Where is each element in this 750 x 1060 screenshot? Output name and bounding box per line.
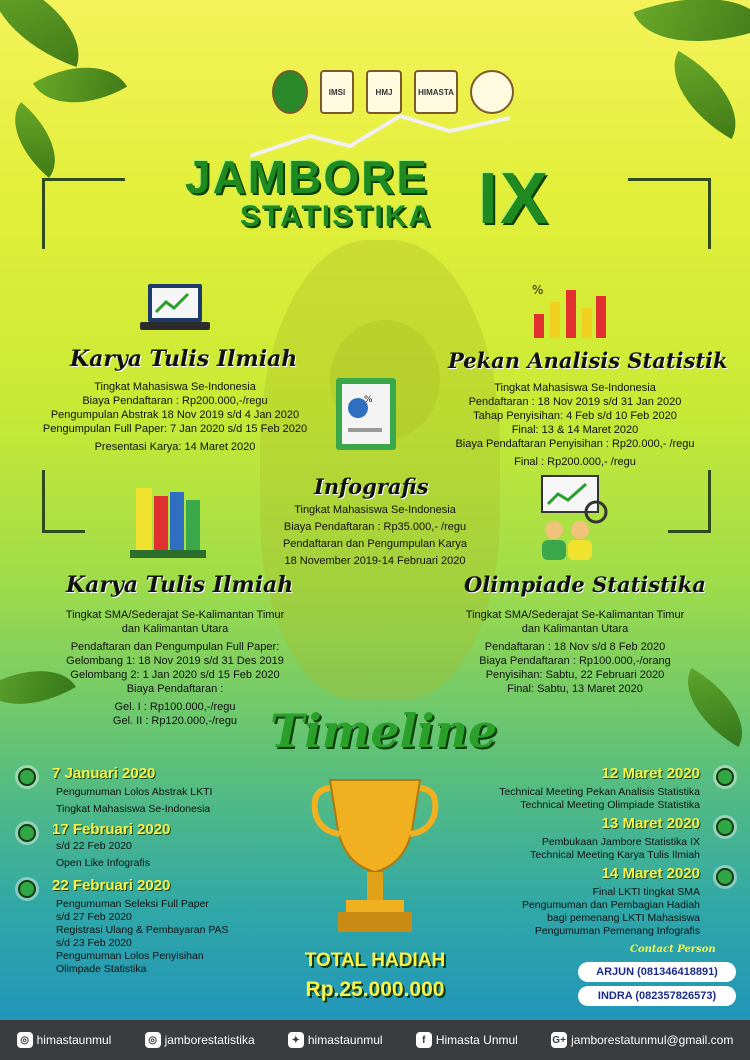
twitter-icon: ✦ — [288, 1032, 304, 1048]
timeline-line: s/d 23 Feb 2020 — [56, 937, 132, 949]
laptop-chart-icon — [140, 282, 210, 340]
frame-line — [628, 178, 711, 249]
detail-line: 18 November 2019-14 Februari 2020 — [284, 555, 466, 567]
timeline-line: Final LKTI tingkat SMA — [592, 886, 700, 898]
detail-line: Pendaftaran dan Pengumpulan Karya — [282, 538, 468, 550]
timeline-date: 22 Februari 2020 — [52, 877, 171, 894]
detail-line: Biaya Pendaftaran : Rp200.000,-/regu — [82, 395, 268, 407]
leaf-decoration — [33, 43, 127, 126]
timeline-date: 7 Januari 2020 — [52, 765, 156, 782]
detail-line: Pendaftaran : 18 Nov 2019 s/d 31 Jan 2020 — [468, 396, 682, 408]
timeline-text — [522, 886, 700, 938]
detail-line: Final : Rp200.000,- /regu — [514, 456, 636, 468]
detail-line: Gel. II : Rp120.000,-/regu — [112, 715, 238, 727]
contact-person: ARJUN (081346418891) — [578, 962, 736, 982]
timeline-text — [56, 840, 150, 870]
detail-line: Tingkat SMA/Sederajat Se-Kalimantan Timur — [465, 609, 685, 621]
timeline-line: bagi pemenang LKTI Mahasiswa — [547, 912, 700, 924]
detail-line: Pengumpulan Abstrak 18 Nov 2019 s/d 4 Jan 2020 — [50, 409, 300, 421]
timeline-dot — [18, 880, 36, 898]
social-handle: himastaunmul — [36, 1033, 112, 1047]
social-handle: himastaunmul — [307, 1033, 383, 1047]
detail-line: Biaya Pendaftaran : Rp100.000,-/orang — [479, 655, 671, 667]
detail-line: Tahap Penyisihan: 4 Feb s/d 10 Feb 2020 — [473, 410, 677, 422]
instagram-icon: ◎ — [145, 1032, 161, 1048]
timeline-dot — [716, 768, 734, 786]
timeline-date: 12 Maret 2020 — [601, 765, 700, 782]
prize-label: TOTAL HADIAH — [304, 950, 446, 971]
contact-title: Contact Person — [630, 944, 716, 955]
bar-chart-icon — [528, 280, 608, 340]
olimpiade-title: Olimpiade Statistika — [464, 572, 706, 597]
instagram-icon: ◎ — [17, 1032, 33, 1048]
logo-hmj: HMJ — [366, 70, 402, 114]
google-plus-icon: G+ — [551, 1032, 567, 1048]
detail-line: Tingkat Mahasiswa Se-Indonesia — [94, 381, 256, 393]
social-link[interactable] — [288, 1032, 383, 1048]
olimpiade-details — [430, 608, 720, 696]
timeline-line: Tingkat Mahasiswa Se-Indonesia — [56, 803, 211, 815]
frame-line — [42, 178, 125, 249]
timeline-line: Pengumuman Seleksi Full Paper — [56, 898, 209, 910]
timeline-line: Technical Meeting Pekan Analisis Statistika — [499, 786, 700, 798]
timeline-dot — [716, 868, 734, 886]
title-statistika: STATISTIKA — [240, 200, 433, 233]
logo-himasta: HIMASTA — [414, 70, 458, 114]
kti-mahasiswa-details — [30, 380, 320, 454]
social-handle: Himasta Unmul — [435, 1033, 518, 1047]
social-link[interactable] — [145, 1032, 255, 1048]
title-numeral: IX — [478, 159, 551, 239]
document-chart-icon — [334, 376, 398, 452]
detail-line: Penyisihan: Sabtu, 22 Februari 2020 — [485, 669, 665, 681]
contact-person: INDRA (082357826573) — [578, 986, 736, 1006]
timeline-dot — [18, 768, 36, 786]
kti-sma-title: Karya Tulis Ilmiah — [66, 572, 294, 598]
detail-line: Gelombang 2: 1 Jan 2020 s/d 15 Feb 2020 — [70, 669, 280, 681]
trophy-icon — [310, 772, 440, 942]
title-jambore: JAMBORE — [185, 151, 430, 203]
infografis-details — [240, 503, 510, 568]
detail-line: Biaya Pendaftaran : — [126, 683, 224, 695]
timeline-line: Registrasi Ulang & Pembayaran PAS — [56, 924, 229, 936]
svg-text:%: % — [364, 395, 373, 405]
timeline-line: Pengumuman Lolos Abstrak LKTI — [56, 786, 213, 798]
detail-line: Tingkat Mahasiswa Se-Indonesia — [494, 382, 656, 394]
detail-line: Pendaftaran dan Pengumpulan Full Paper: — [70, 641, 280, 653]
detail-line: Tingkat Mahasiswa Se-Indonesia — [294, 504, 456, 516]
frame-line — [42, 470, 85, 533]
detail-line: Presentasi Karya: 14 Maret 2020 — [94, 441, 256, 453]
timeline-title: Timeline — [270, 704, 498, 758]
timeline-line: Pembukaan Jambore Statistika IX — [541, 836, 700, 848]
timeline-date: 13 Maret 2020 — [601, 815, 700, 832]
detail-line: dan Kalimantan Utara — [121, 623, 229, 635]
pas-title: Pekan Analisis Statistik — [448, 348, 728, 373]
timeline-line: Technical Meeting Olimpiade Statistika — [520, 799, 700, 811]
timeline-line: Pengumuman dan Pembagian Hadiah — [521, 899, 700, 911]
timeline-line: Olimpade Statistika — [56, 963, 147, 975]
timeline-line: Technical Meeting Karya Tulis Ilmiah — [530, 849, 700, 861]
detail-line: Tingkat SMA/Sederajat Se-Kalimantan Timur — [65, 609, 285, 621]
social-handle: jamborestatistika — [164, 1033, 255, 1047]
detail-line: Pengumpulan Full Paper: 7 Jan 2020 s/d 15 Feb 2020 — [42, 423, 308, 435]
detail-line: Biaya Pendaftaran : Rp35.000,- /regu — [283, 521, 467, 533]
detail-line: Pendaftaran : 18 Nov s/d 8 Feb 2020 — [484, 641, 666, 653]
detail-line: dan Kalimantan Utara — [521, 623, 629, 635]
detail-line: Final: 13 & 14 Maret 2020 — [511, 424, 639, 436]
timeline-text — [499, 786, 700, 812]
timeline-text — [530, 836, 700, 862]
social-link[interactable] — [17, 1032, 112, 1048]
kti-mahasiswa-title: Karya Tulis Ilmiah — [70, 346, 298, 372]
detail-line: Biaya Pendaftaran Penyisihan : Rp20.000,- /regu — [455, 438, 695, 450]
prize-amount: Rp.25.000.000 — [305, 978, 445, 1001]
social-handle: jamborestatunmul@gmail.com — [571, 1033, 734, 1047]
social-link[interactable] — [416, 1032, 518, 1048]
detail-line: Gel. I : Rp100.000,-/regu — [114, 701, 236, 713]
detail-line: Gelombang 1: 18 Nov 2019 s/d 31 Des 2019 — [66, 655, 284, 667]
social-link[interactable] — [551, 1032, 733, 1048]
timeline-line: Pengumuman Lolos Penyisihan — [56, 950, 204, 962]
pas-details — [430, 381, 720, 469]
frame-line — [668, 470, 711, 533]
infografis-title: Infografis — [314, 474, 429, 499]
timeline-line: Open Like Infografis — [56, 857, 150, 869]
presentation-icon — [536, 472, 616, 562]
leaf-decoration — [0, 102, 75, 178]
books-icon — [128, 478, 208, 560]
facebook-icon: f — [416, 1032, 432, 1048]
timeline-line: Pengumuman Pemenang Infografis — [534, 925, 700, 937]
timeline-line: s/d 22 Feb 2020 — [56, 840, 132, 852]
timeline-dot — [18, 824, 36, 842]
timeline-text — [56, 786, 212, 816]
leaf-decoration — [0, 0, 97, 67]
timeline-text — [56, 898, 229, 976]
social-footer — [0, 1020, 750, 1060]
timeline-date: 14 Maret 2020 — [601, 865, 700, 882]
logo-imsi: IMSI — [320, 70, 354, 114]
detail-line: Final: Sabtu, 13 Maret 2020 — [507, 683, 643, 695]
timeline-date: 17 Februari 2020 — [52, 821, 171, 838]
timeline-dot — [716, 818, 734, 836]
svg-text:%: % — [532, 283, 544, 297]
timeline-line: s/d 27 Feb 2020 — [56, 911, 132, 923]
leaf-decoration — [654, 51, 750, 139]
